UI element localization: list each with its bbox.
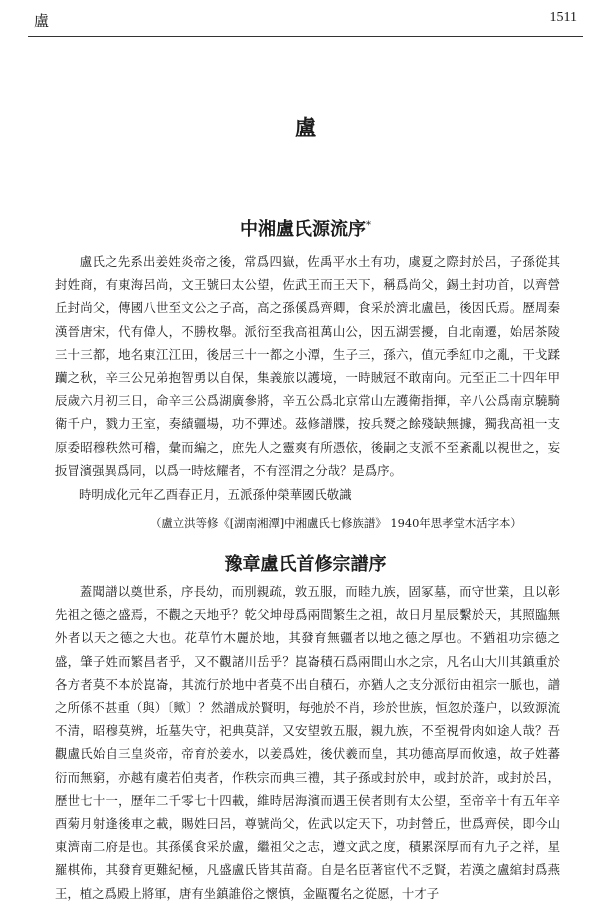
section1-title-text: 中湘盧氏源流序 <box>240 219 366 240</box>
section2-body <box>55 580 560 905</box>
section1-body <box>55 250 560 482</box>
section1-date-line: 時明成化元年乙酉春正月，五派孫仲榮華國氏敬識 <box>79 487 352 502</box>
section2-paragraph: 蓋聞譜以奠世系，序長幼，而別親疏，敦五服，而睦九族，固冢墓，而守世業，且以彰先祖之德之盛焉，不觀之天地乎？乾父坤母爲兩間繁生之祖，故日月星辰繫於天，其照臨無外者以天之德之大也。花草竹木麗於地，其發育無疆者以地之德之厚也。不猶祖功宗德之盛，肇子姓而繁昌者乎，又不觀諸川岳乎？崑崙積石爲兩間山水之宗，凡名山大川其鎮重於各方者莫不本於崑崙，其流行於地中者莫不出自積石，亦猶人之支分派衍由祖宗一脈也，譜之所係不甚重（與）〔歟〕？然譜成於賢明，每弛於不肖，珍於世族，恒忽於蓬户，以致源流不清，昭穆莫辨，坵墓失守，祀典莫詳，又安望敦五服，親九族，不至視骨肉如途人哉？吾觀盧氏始自三皇炎帝，帝育於姜水，以姜爲姓，後伏羲而皇，其功德高厚而攸遠，故子姓蕃衍而無窮，亦越有虞若伯夷者，作秩宗而典三禮，其子孫或封於申，或封於許，或封於呂，歷世七十一，歷年二千零七十四載，維時居海濱而遇王侯者則有太公望，至帝辛十有五年辛酉菊月射逢後車之載，賜姓曰呂，尊號尚父，佐武以定天下，功封營丘，世爲齊侯，即今山東濟南二府是也。其孫傒食采於盧，繼祖父之志，遵文武之度，積累深厚而有九子之祥，星羅棋佈，其發育更難紀極，凡盛盧氏皆其苗裔。自是名臣著宦代不乏賢，若漢之盧綰封爲燕王，植之爲殿上將軍，唐有坐鎮誰俗之懷慎，金甌覆名之從愿，十才子 <box>55 584 560 901</box>
running-title: 盧 <box>34 12 50 30</box>
page-header <box>0 0 611 44</box>
page-number: 1511 <box>549 10 577 25</box>
chapter-title: 盧 <box>295 115 316 140</box>
section2-title: 豫章盧氏首修宗譜序 <box>224 554 387 575</box>
section1-paragraph: 盧氏之先系出姜姓炎帝之後，常爲四嶽，佐禹平水土有功，虞夏之際封於呂，子孫從其封姓商，有東海呂尚，文王號曰太公望，佐武王而王天下，稱爲尚父，錫土封功首，以齊營丘封尚父，傳國八世至文公之子高，高之孫傒爲齊卿，食采於濟北盧邑，後因氏焉。歷周秦漢晉唐宋，代有偉人，不勝枚舉。派衍至我高祖萬山公，因五湖雲擾，自北南遷，始居茶陵三十三都，地名東江江田，後居三十一都之小潭，生子三，孫六，值元季紅巾之亂，干戈蹂躪之秋，辛三公兄弟抱智勇以自保，集義旅以護境，一時賊冠不敢南向。元至正二十四年甲辰歲六月初三日，命辛三公爲湖廣參將，辛五公爲北京常山左護衛指揮，辛八公爲南京驍騎衛千户，戮力王室，奏績疆場，功不彈述。茲修譜牒，按兵燹之餘殘缺無據，獨我高祖一支原委昭穆秩然可稽，彙而編之，庶先人之靈爽有所憑依，後嗣之支派不至紊亂以視世之，妄扳冒濱强異爲同，以爲一時炫耀者，不有涇渭之分哉？是爲序。 <box>55 254 560 478</box>
section1-source-citation: （盧立洪等修《[湖南湘潭]中湘盧氏七修族譜》 1940年思孝堂木活字本） <box>150 516 522 530</box>
header-rule <box>28 36 583 37</box>
section1-title <box>0 215 611 241</box>
footnote-mark: * <box>366 220 371 231</box>
